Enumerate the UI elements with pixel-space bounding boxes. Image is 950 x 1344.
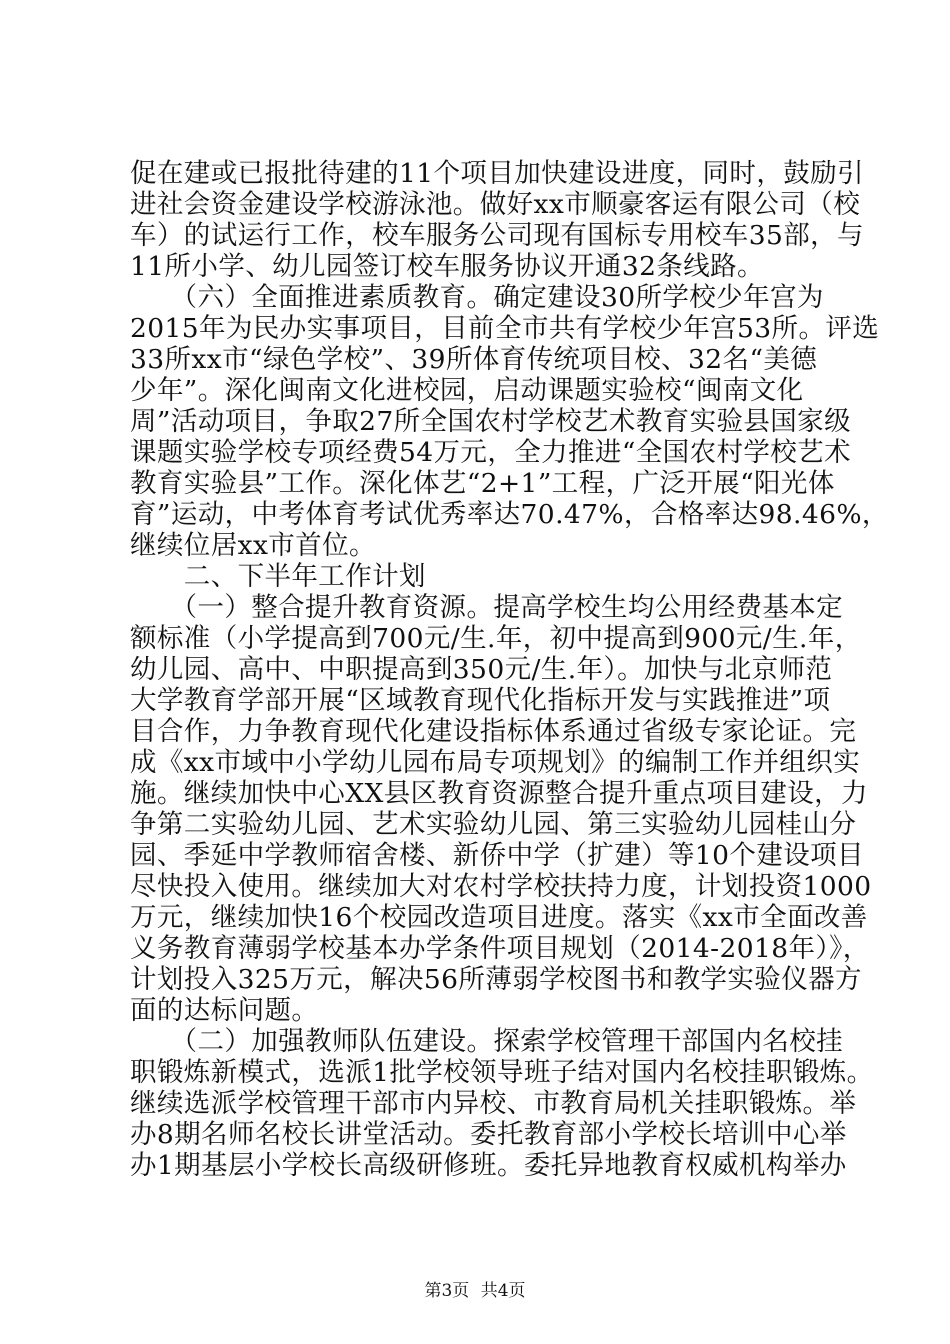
text-line: 计划投入325万元，解决56所薄弱学校图书和教学实验仪器方 <box>130 964 862 995</box>
text-line: 争第二实验幼儿园、艺术实验幼儿园、第三实验幼儿园桂山分 <box>130 809 857 840</box>
text-line: 车）的试运行工作，校车服务公司现有国标专用校车35部，与 <box>130 220 864 251</box>
section-heading: 二、下半年工作计划 <box>130 561 426 592</box>
text-line: 大学教育学部开展“区域教育现代化指标开发与实践推进”项 <box>130 685 831 716</box>
text-line: （一）整合提升教育资源。提高学校生均公用经费基本定 <box>130 592 844 623</box>
text-line: 园、季延中学教师宿舍楼、新侨中学（扩建）等10个建设项目 <box>130 840 864 871</box>
text-line: 少年”。深化闽南文化进校园，启动课题实验校“闽南文化 <box>130 375 804 406</box>
text-line: 目合作，力争教育现代化建设指标体系通过省级专家论证。完 <box>130 716 857 747</box>
text-line: 幼儿园、高中、中职提高到350元/生.年）。加快与北京师范 <box>130 654 833 685</box>
text-line: 课题实验学校专项经费54万元，全力推进“全国农村学校艺术 <box>130 437 851 468</box>
text-line: 面的达标问题。 <box>130 995 319 1026</box>
text-line: （六）全面推进素质教育。确定建设30所学校少年宫为 <box>130 282 824 313</box>
text-line: 办8期名师名校长讲堂活动。委托教育部小学校长培训中心举 <box>130 1119 847 1150</box>
text-line: 2015年为民办实事项目，目前全市共有学校少年宫53所。评选 <box>130 313 880 344</box>
text-line: 继续选派学校管理干部市内异校、市教育局机关挂职锻炼。举 <box>130 1088 857 1119</box>
text-line: 11所小学、幼儿园签订校车服务协议开通32条线路。 <box>130 251 764 282</box>
text-line: 尽快投入使用。继续加大对农村学校扶持力度，计划投资1000 <box>130 871 872 902</box>
text-line: 办1期基层小学校长高级研修班。委托异地教育权威机构举办 <box>130 1150 847 1181</box>
text-line: 职锻炼新模式，选派1批学校领导班子结对国内名校挂职锻炼。 <box>130 1057 874 1088</box>
text-line: 33所xx市“绿色学校”、39所体育传统项目校、32名“美德 <box>130 344 818 375</box>
text-line: 继续位居xx市首位。 <box>130 530 376 561</box>
text-line: 育”运动，中考体育考试优秀率达70.47%，合格率达98.46%， <box>130 499 889 530</box>
document-body <box>130 158 889 1181</box>
text-line: 促在建或已报批待建的11个项目加快建设进度，同时，鼓励引 <box>130 158 864 189</box>
text-line: 万元，继续加快16个校园改造项目进度。落实《xx市全面改善 <box>130 902 868 933</box>
text-line: 施。继续加快中心XX县区教育资源整合提升重点项目建设，力 <box>130 778 868 809</box>
text-line: 教育实验县”工作。深化体艺“2+1”工程，广泛开展“阳光体 <box>130 468 835 499</box>
text-line: 周”活动项目，争取27所全国农村学校艺术教育实验县国家级 <box>130 406 851 437</box>
text-line: （二）加强教师队伍建设。探索学校管理干部国内名校挂 <box>130 1026 844 1057</box>
text-line: 成《xx市域中小学幼儿园布局专项规划》的编制工作并组织实 <box>130 747 861 778</box>
page-number-footer: 第3页 共4页 <box>424 1281 526 1301</box>
text-line: 额标准（小学提高到700元/生.年，初中提高到900元/生.年， <box>130 623 862 654</box>
text-line: 进社会资金建设学校游泳池。做好xx市顺豪客运有限公司（校 <box>130 189 861 220</box>
text-line: 义务教育薄弱学校基本办学条件项目规划（2014-2018年）》， <box>130 933 870 964</box>
